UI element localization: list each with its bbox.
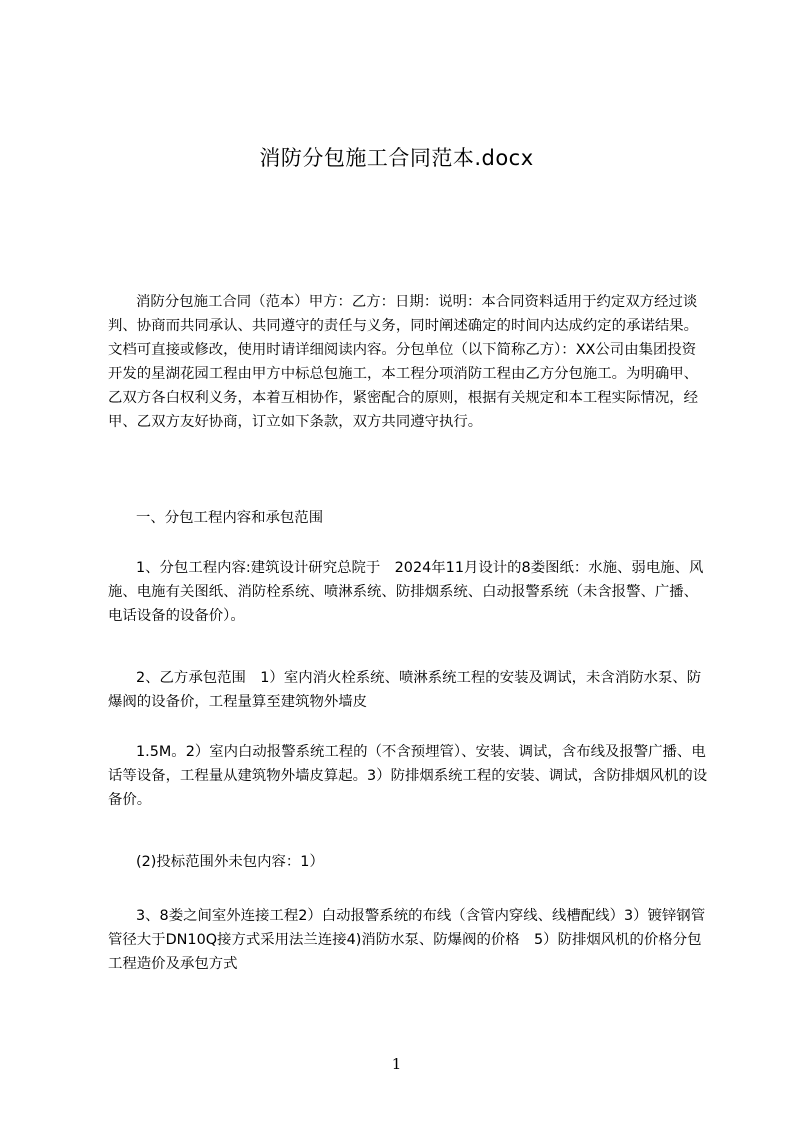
paragraph-intro: 消防分包施工合同（范本）甲方：乙方：日期：说明：本合同资料适用于约定双方经过谈判、协商而共同承认、共同遵守的责任与义务，同时阐述确定的时间内达成约定的承诺结果。文档可直接或修改，使用时请详细阅读内容。分包单位（以下简称乙方）：XX公司由集团投资开发的星湖花园工程由甲方中标总包施工，本工程分项消防工程由乙方分包施工。为明确甲、乙双方各白权利义务，本着互相协作，紧密配合的原则，根据有关规定和本工程实际情况，经甲、乙双方友好协商，订立如下条款，双方共同遵守执行。 [108,294,699,430]
document-title: 消防分包施工合同范本.docx [259,146,534,170]
paragraph-excluded-items: (2)投标范围外未包内容：1） [136,854,324,870]
paragraph-contract-scope: 2、乙方承包范围 1）室内消火栓系统、喷淋系统工程的安装及调试，未含消防水泵、防爆阀的设备价，工程量算至建筑物外墙皮 [108,670,702,710]
paragraph-outdoor-connection: 3、8娄之间室外连接工程2）白动报警系统的布线（含管内穿线、线槽配线）3）镀锌钢管管径大于DN10Q接方式采用法兰连接4)消防水泵、防爆阀的价格 5）防排烟风机的价格分包工程造价及承包方式 [108,908,706,972]
paragraph-scope-content: 1、分包工程内容:建筑设计研究总院于 2024年11月设计的8娄图纸：水施、弱电施、风施、电施有关图纸、消防栓系统、喷淋系统、防排烟系统、白动报警系统（未含报警、广播、电话设备的设备价）。 [108,560,704,624]
page-number: 1 [391,1055,402,1073]
section-heading-scope: 一、分包工程内容和承包范围 [136,510,324,526]
paragraph-alarm-system: 1.5M。2）室内白动报警系统工程的（不含预埋管）、安装、调试，含布线及报警广播、电话等设备，工程量从建筑物外墙皮算起。3）防排烟系统工程的安装、调试，含防排烟风机的设备价。 [108,744,708,808]
